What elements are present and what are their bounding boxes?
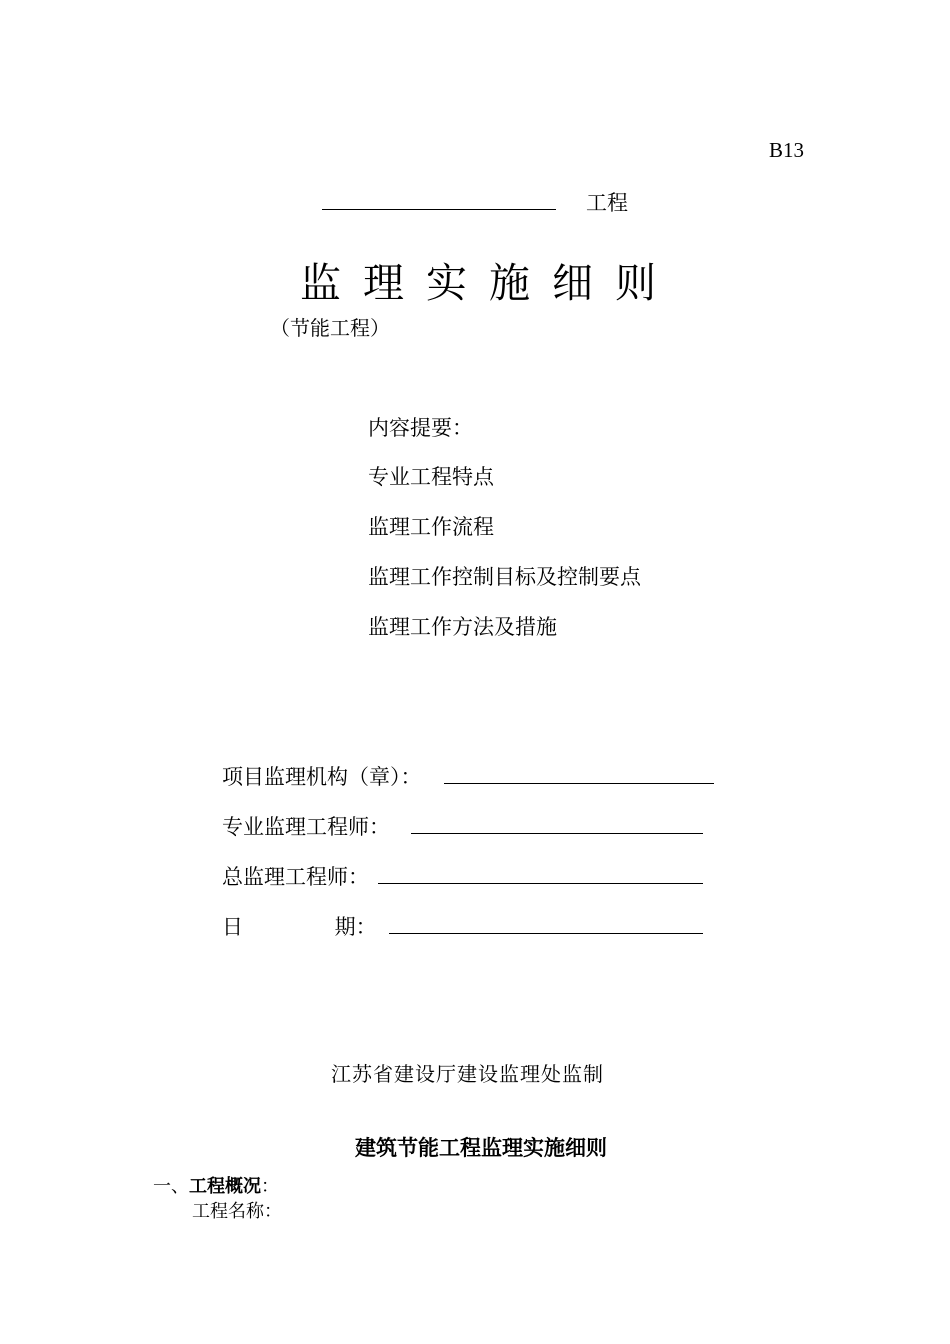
signature-line-specialist-engineer <box>411 833 703 834</box>
contents-item: 专业工程特点 <box>368 465 494 489</box>
section-title: 工程概况 <box>189 1176 261 1197</box>
contents-item: 监理工作控制目标及控制要点 <box>368 565 641 589</box>
document-cover-title: 监理实施细则 <box>300 259 678 307</box>
form-code: B13 <box>769 138 805 162</box>
section-heading <box>153 1172 279 1198</box>
section-colon: ： <box>261 1176 279 1197</box>
signature-label-date: 日 期： <box>222 915 377 939</box>
signature-line-date <box>389 933 703 934</box>
signature-line-organization <box>444 783 714 784</box>
signature-label-specialist-engineer: 专业监理工程师： <box>222 815 390 839</box>
signature-label-organization: 项目监理机构（章）： <box>222 765 422 789</box>
document-title: 建筑节能工程监理实施细则 <box>355 1135 607 1160</box>
contents-item: 监理工作方法及措施 <box>368 615 557 639</box>
document-subtitle: （节能工程） <box>270 316 390 340</box>
contents-heading: 内容提要： <box>368 416 473 440</box>
section-number: 一、 <box>153 1176 189 1197</box>
project-name-field: 工程名称： <box>192 1201 282 1222</box>
contents-item: 监理工作流程 <box>368 515 494 539</box>
project-suffix: 工程 <box>586 191 628 215</box>
signature-label-chief-engineer: 总监理工程师： <box>222 865 369 889</box>
project-name-blank-line <box>322 209 556 210</box>
signature-line-chief-engineer <box>378 883 703 884</box>
issuer-note: 江苏省建设厅建设监理处监制 <box>331 1062 604 1086</box>
